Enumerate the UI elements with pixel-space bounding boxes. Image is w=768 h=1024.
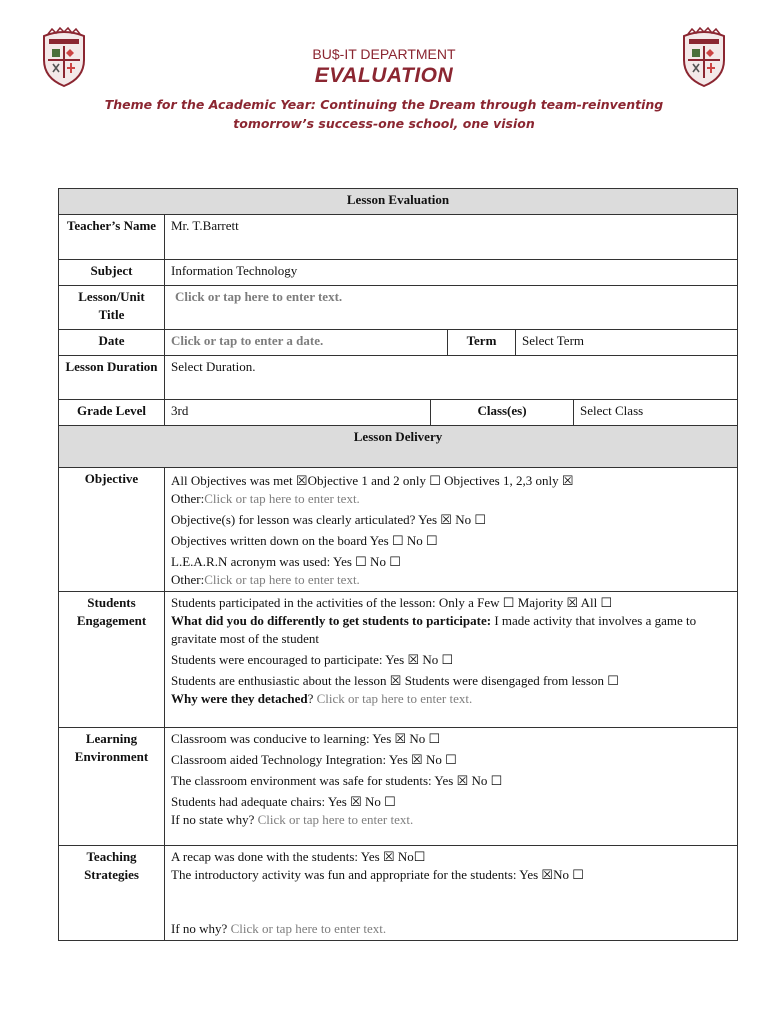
objective-options[interactable]: All Objectives was met ☒Objective 1 and 2 only ☐ Objectives 1, 2,3 only ☒ — [171, 473, 574, 488]
objective-cell — [165, 468, 738, 592]
grade-label: Grade Level — [59, 400, 165, 426]
department-name: BU$-IT DEPARTMENT — [312, 46, 456, 62]
objective-other-1[interactable] — [171, 490, 731, 508]
unit-title-field[interactable]: Click or tap here to enter text. — [165, 286, 738, 330]
recap-options[interactable]: A recap was done with the students: Yes ☒ No☐ — [171, 849, 426, 864]
other-label: Other: — [171, 491, 205, 506]
other-input[interactable]: Click or tap here to enter text. — [204, 491, 360, 506]
class-label: Class(es) — [431, 400, 574, 426]
objective-articulated[interactable]: Objective(s) for lesson was clearly articulated? Yes ☒ No ☐ — [171, 512, 486, 527]
intro-activity-options[interactable]: The introductory activity was fun and appropriate for the students: Yes ☒No ☐ — [171, 867, 584, 882]
other-input[interactable]: Click or tap here to enter text. — [204, 572, 360, 587]
teacher-label: Teacher’s Name — [59, 215, 165, 260]
subject-field[interactable]: Information Technology — [165, 260, 738, 286]
class-select[interactable]: Select Class — [574, 400, 738, 426]
why-label: If no why? — [171, 921, 228, 936]
engagement-cell — [165, 592, 738, 728]
question-text: Why were they detached — [171, 691, 308, 706]
teacher-field[interactable]: Mr. T.Barrett — [165, 215, 738, 260]
term-label: Term — [448, 330, 516, 356]
technology-options[interactable]: Classroom aided Technology Integration: Yes ☒ No ☐ — [171, 752, 457, 767]
answer-text[interactable]: I made activity that involves a game to gravitate most of the student — [171, 613, 697, 646]
subject-label: Subject — [59, 260, 165, 286]
why-input[interactable]: Click or tap here to enter text. — [254, 812, 414, 827]
environment-why — [171, 811, 731, 829]
term-select[interactable]: Select Term — [516, 330, 738, 356]
strategies-cell — [165, 846, 738, 941]
participation-question — [171, 612, 731, 648]
objective-label: Objective — [59, 468, 165, 592]
duration-label: Lesson Duration — [59, 356, 165, 400]
unit-title-label: Lesson/Unit Title — [59, 286, 165, 330]
date-picker[interactable]: Click or tap to enter a date. — [165, 330, 448, 356]
question-mark: ? — [307, 691, 314, 706]
conducive-options[interactable]: Classroom was conducive to learning: Yes ☒ No ☐ — [171, 731, 441, 746]
detached-question — [171, 690, 731, 708]
date-label: Date — [59, 330, 165, 356]
learn-acronym[interactable]: L.E.A.R.N acronym was used: Yes ☐ No ☐ — [171, 554, 401, 569]
table-title: Lesson Evaluation — [59, 189, 738, 215]
objective-on-board[interactable]: Objectives written down on the board Yes ☐ No ☐ — [171, 533, 438, 548]
chairs-options[interactable]: Students had adequate chairs: Yes ☒ No ☐ — [171, 794, 396, 809]
enthusiasm-options[interactable]: Students are enthusiastic about the lesson ☒ Students were disengaged from lesson ☐ — [171, 673, 619, 688]
environment-cell — [165, 728, 738, 846]
why-label: If no state why? — [171, 812, 255, 827]
academic-theme: Theme for the Academic Year: Continuing the Dream through team-reinventing tomorrow’s success-one school, one vision — [104, 97, 664, 131]
strategies-why — [171, 920, 731, 938]
objective-other-2[interactable] — [171, 571, 731, 589]
page-title: EVALUATION — [314, 64, 454, 87]
participation-options[interactable]: Students participated in the activities of the lesson: Only a Few ☐ Majority ☒ All ☐ — [171, 595, 613, 610]
grade-field[interactable]: 3rd — [165, 400, 431, 426]
strategies-label: Teaching Strategies — [59, 846, 165, 941]
duration-select[interactable]: Select Duration. — [165, 356, 738, 400]
environment-label: Learning Environment — [59, 728, 165, 846]
lesson-evaluation-table — [58, 188, 738, 941]
other-label: Other: — [171, 572, 205, 587]
encouraged-options[interactable]: Students were encouraged to participate: Yes ☒ No ☐ — [171, 652, 454, 667]
question-text: What did you do differently to get students to participate: — [171, 613, 492, 628]
delivery-section-header: Lesson Delivery — [59, 426, 738, 468]
detached-input[interactable]: Click or tap here to enter text. — [313, 691, 473, 706]
why-input[interactable]: Click or tap here to enter text. — [227, 921, 387, 936]
safety-options[interactable]: The classroom environment was safe for students: Yes ☒ No ☐ — [171, 773, 503, 788]
engagement-label: Students Engagement — [59, 592, 165, 728]
